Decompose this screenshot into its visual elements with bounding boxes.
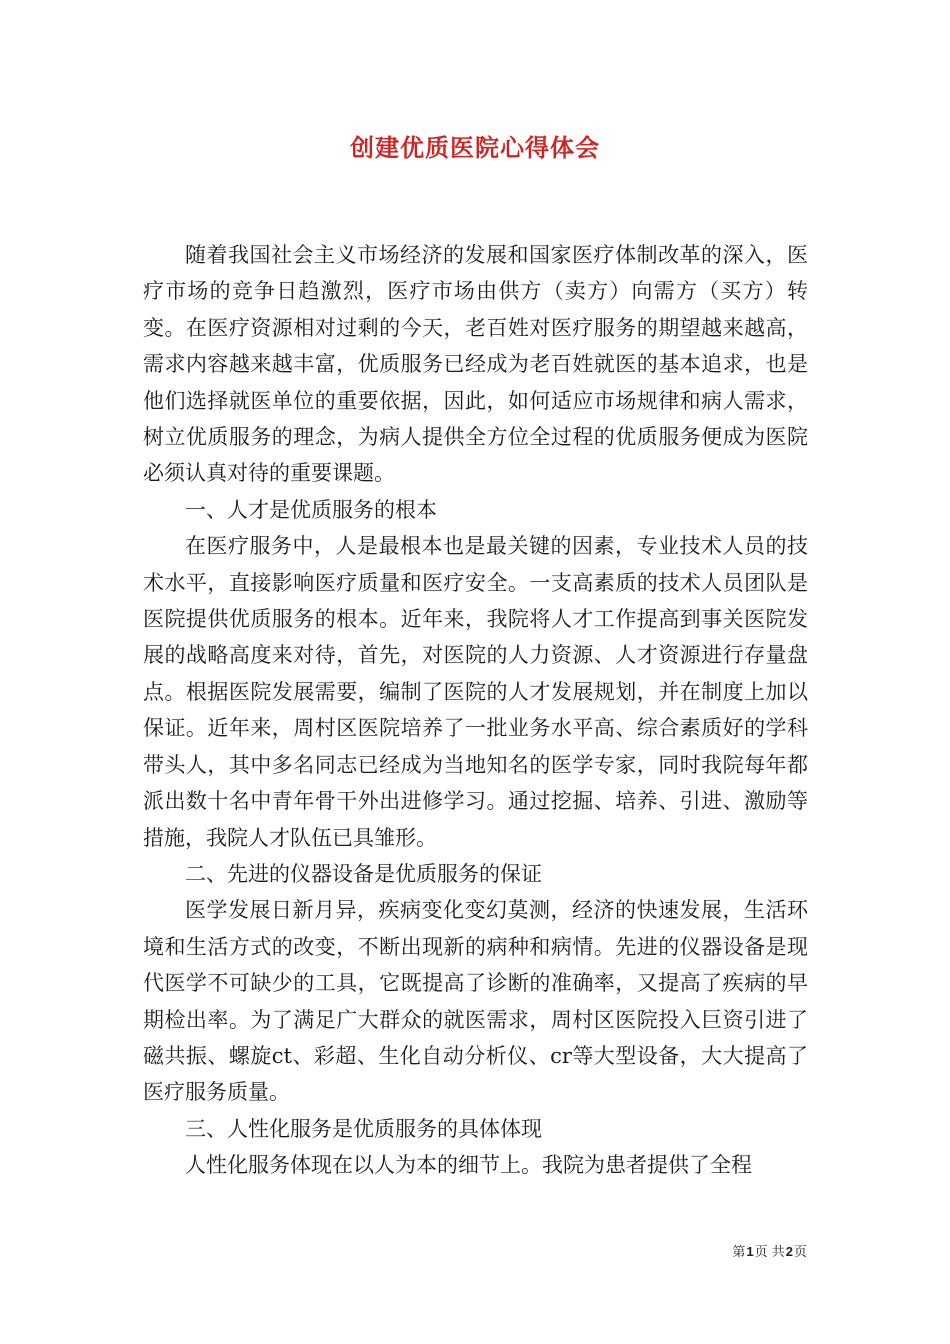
total-page-number: 2: [785, 1244, 793, 1259]
document-title: 创建优质医院心得体会: [350, 133, 600, 162]
document-body: [143, 237, 808, 1184]
section-heading-1: 一、人才是优质服务的根本: [185, 497, 437, 522]
current-page-number: 1: [746, 1244, 754, 1259]
section-paragraph-2: 医学发展日新月异，疾病变化变幻莫测，经济的快速发展，生活环境和生活方式的改变，不断出现新的病种和病情。先进的仪器设备是现代医学不可缺少的工具，它既提高了诊断的准确率，又提高了疾病的早期检出率。为了满足广大群众的就医需求，周村区医院投入巨资引进了磁共振、螺旋ct、彩超、生化自动分析仪、cr等大型设备，大大提高了医疗服务质量。: [143, 898, 808, 1105]
page-footer: [0, 1242, 807, 1263]
section-paragraph-3: 人性化服务体现在以人为本的细节上。我院为患者提供了全程: [185, 1153, 752, 1178]
intro-paragraph: 随着我国社会主义市场经济的发展和国家医疗体制改革的深入，医疗市场的竞争日趋激烈，医疗市场由供方（卖方）向需方（买方）转变。在医疗资源相对过剩的今天，老百姓对医疗服务的期望越来越高，需求内容越来越丰富，优质服务已经成为老百姓就医的基本追求，也是他们选择就医单位的重要依据，因此，如何适应市场规律和病人需求，树立优质服务的理念，为病人提供全方位全过程的优质服务便成为医院必须认真对待的重要课题。: [143, 243, 808, 486]
footer-suffix: 页: [793, 1245, 807, 1260]
section-paragraph-1: 在医疗服务中，人是最根本也是最关键的因素，专业技术人员的技术水平，直接影响医疗质量和医疗安全。一支高素质的技术人员团队是医院提供优质服务的根本。近年来，我院将人才工作提高到事关医院发展的战略高度来对待，首先，对医院的人力资源、人才资源进行存量盘点。根据医院发展需要，编制了医院的人才发展规划，并在制度上加以保证。近年来，周村区医院培养了一批业务水平高、综合素质好的学科带头人，其中多名同志已经成为当地知名的医学专家，同时我院每年都派出数十名中青年骨干外出进修学习。通过挖掘、培养、引进、激励等措施，我院人才队伍已具雏形。: [143, 534, 808, 850]
footer-middle: 页 共: [754, 1245, 785, 1260]
section-heading-2: 二、先进的仪器设备是优质服务的保证: [185, 861, 542, 886]
section-heading-3: 三、人性化服务是优质服务的具体体现: [185, 1116, 542, 1141]
footer-prefix: 第: [732, 1245, 746, 1260]
